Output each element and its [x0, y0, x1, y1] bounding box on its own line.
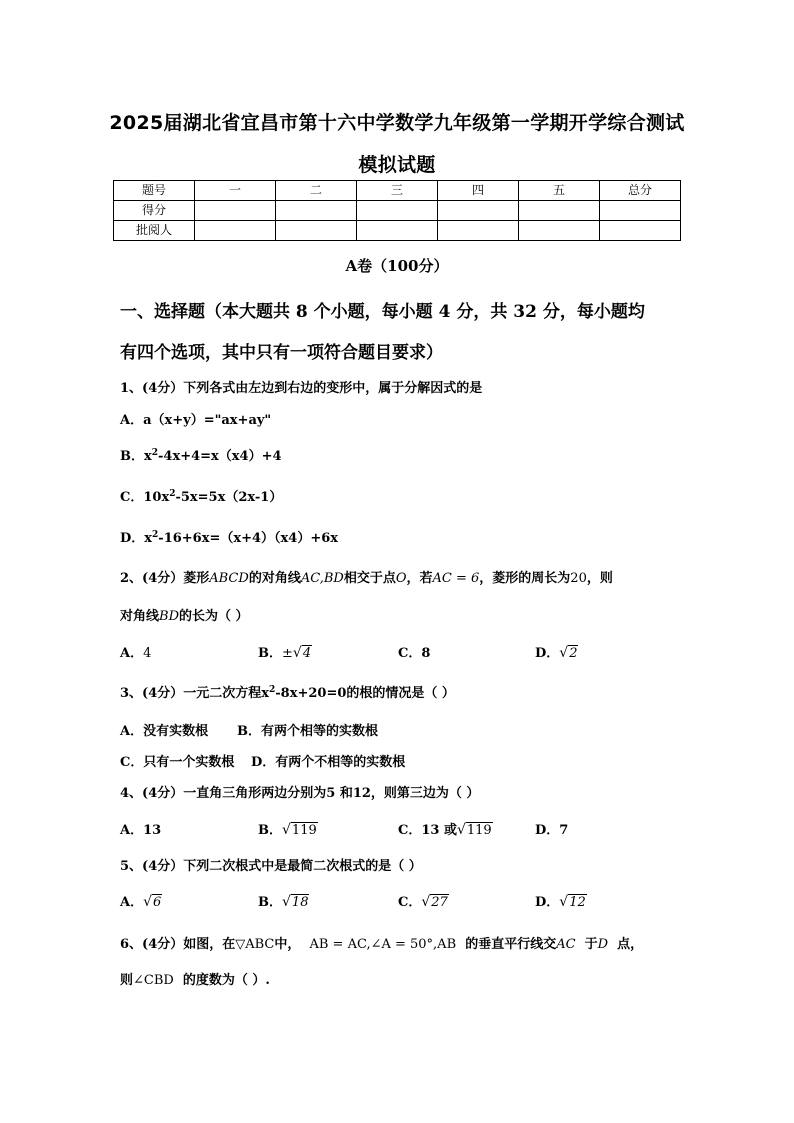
score-header-cell: 题号: [114, 181, 195, 201]
question-1-option-d: D．$x^2-16+6x=(x+4)(x4)+6x$: [120, 530, 339, 546]
grader-cell: [600, 221, 681, 241]
question-4-option-b: B．√119: [258, 822, 317, 838]
score-table: [113, 180, 681, 241]
grader-cell: [276, 221, 357, 241]
score-header-cell: 二: [276, 181, 357, 201]
question-1-option-c: C．$10x^2-5x=5x(2x-1)$: [120, 489, 283, 505]
exam-title-line2: 模拟试题: [358, 154, 436, 176]
score-header-cell: 五: [519, 181, 600, 201]
question-2-stem-line2: 对角线BD的长为（ ）: [120, 609, 249, 624]
question-3-option-d: D．有两个不相等的实数根: [251, 755, 406, 770]
question-4-option-c: C．13 或√119: [398, 822, 492, 838]
exam-title: 2025届湖北省宜昌市第十六中学数学九年级第一学期开学综合测试: [109, 112, 685, 134]
grader-cell: [195, 221, 276, 241]
score-header-cell: 四: [438, 181, 519, 201]
question-5-option-a: A．√6: [120, 894, 162, 910]
paper-part-heading: A卷（100分）: [345, 257, 449, 275]
question-1-stem: 1、(4分）下列各式由左边到右边的变形中，属于分解因式的是: [120, 381, 483, 396]
question-5-option-d: D．√12: [535, 894, 586, 910]
score-cell: [519, 201, 600, 221]
score-cell: [195, 201, 276, 221]
grader-cell: [357, 221, 438, 241]
question-2-option-d: D．√2: [535, 645, 578, 661]
question-2-option-a: A．4: [120, 646, 152, 661]
score-table-header-row: [114, 181, 681, 201]
question-3-option-b: B．有两个相等的实数根: [237, 724, 378, 739]
grader-row-label: 批阅人: [114, 221, 195, 241]
question-5-stem: 5、(4分）下列二次根式中是最简二次根式的是（ ）: [120, 859, 422, 874]
question-5-option-b: B．√18: [258, 894, 309, 910]
section-heading: 一、选择题（本大题共 8 个小题，每小题 4 分，共 32 分，每小题均: [120, 302, 645, 322]
score-header-cell: 三: [357, 181, 438, 201]
question-2-stem: 2、(4分）菱形ABCD的对角线AC,BD相交于点O，若AC = 6，菱形的周长为20，则: [120, 571, 613, 586]
question-3-option-a: A．没有实数根: [120, 724, 209, 739]
question-6-stem-line2: 则∠CBD 的度数为（ ）.: [120, 973, 270, 988]
score-row: [114, 201, 681, 221]
score-row-label: 得分: [114, 201, 195, 221]
score-cell: [600, 201, 681, 221]
score-cell: [276, 201, 357, 221]
question-3-stem: 3、(4分）一元二次方程$x^2-8x+20=0$的根的情况是（ ）: [120, 685, 455, 701]
score-header-cell: 总分: [600, 181, 681, 201]
question-4-stem: 4、(4分）一直角三角形两边分别为5 和12，则第三边为（ ）: [120, 786, 480, 801]
grader-cell: [519, 221, 600, 241]
question-6-stem: 6、(4分）如图，在▽ABC中， AB = AC,∠A = 50°,AB 的垂直平行线交AC 于D 点，: [120, 937, 644, 952]
question-1-option-a: A．a（x+y）="ax+ay": [120, 413, 272, 428]
score-cell: [357, 201, 438, 221]
question-4-option-a: A．13: [120, 823, 162, 838]
score-header-cell: 一: [195, 181, 276, 201]
question-4-option-d: D．7: [535, 823, 569, 838]
grader-cell: [438, 221, 519, 241]
question-3-option-c: C．只有一个实数根: [120, 755, 235, 770]
question-5-option-c: C．√27: [398, 894, 448, 910]
question-1-option-b: B．$x^2-4x+4=x(x4)+4$: [120, 448, 282, 464]
section-heading-line2: 有四个选项，其中只有一项符合题目要求）: [120, 343, 443, 363]
grader-row: [114, 221, 681, 241]
score-cell: [438, 201, 519, 221]
question-2-option-b: B．±√4: [258, 645, 312, 661]
question-2-option-c: C．8: [398, 646, 431, 661]
